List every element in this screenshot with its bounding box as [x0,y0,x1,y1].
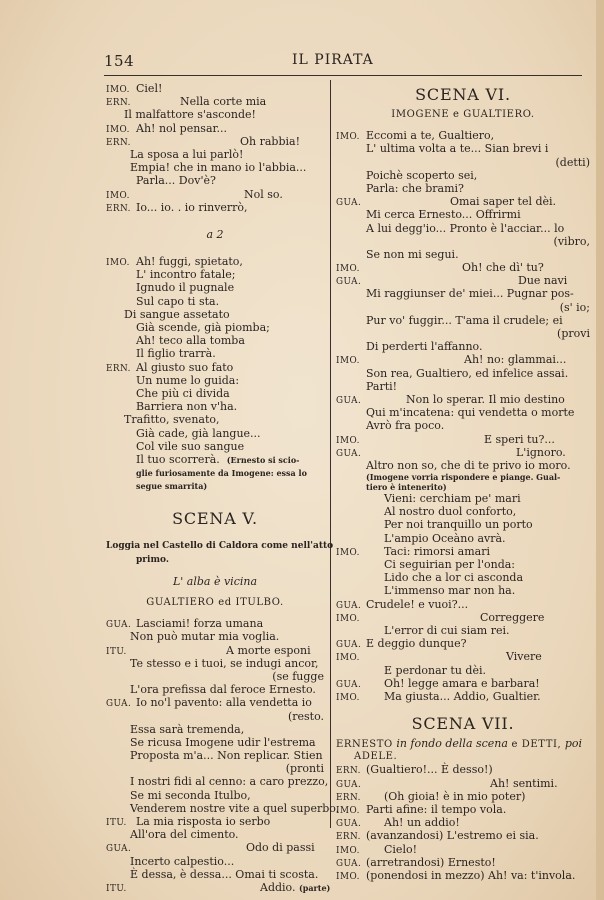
scene-setting: Loggia nel Castello di Caldora come nell'atto [106,541,334,552]
dialogue-line: (Gualtiero!... È desso!) [366,763,493,777]
dialogue-line: Nol so. [244,187,283,201]
scene-title-vii: SCENA VII. [411,714,515,734]
dialogue-line: Ciel! [136,82,163,95]
dialogue-line: Il malfattore s'asconde! [124,108,256,122]
stage-direction: in fondo della scena [396,737,508,751]
dialogue-line: Parla: che brami? [366,181,464,195]
dialogue-line: Se ricusa Imogene udir l'estrema [130,735,316,749]
stage-direction: (Imogene vorria rispondere e piange. Gual- [366,472,561,483]
speaker-tag: ERN. [106,203,131,214]
speaker-tag: IMO. [336,845,360,856]
verse-line: Barriera non v'ha. [136,400,238,414]
column-divider [330,80,331,828]
speaker-tag: IMO. [336,806,360,816]
dialogue-line: Essa sarà tremenda, [130,722,245,736]
page-number: 154 [104,52,135,70]
dialogue-line: Incerto calpestio... [130,854,235,868]
dialogue-line: Se mi seconda Itulbo, [130,788,251,802]
speaker-tag: GUA. [336,448,362,459]
dialogue-line: Pur vo' fuggir... T'ama il crudele; ei [366,313,563,327]
dialogue-line: Nella corte mia [180,95,267,109]
dialogue-line: A morte esponi [226,643,311,657]
dialogue-line: (pronti [285,762,324,776]
page-spine-edge [596,0,604,900]
a-due-marker: a 2 [206,227,224,241]
dialogue-line: L'ora prefissa dal feroce Ernesto. [130,683,316,697]
dialogue-line: (se fugge [272,669,324,683]
scene-setting: primo. [136,554,169,565]
dialogue-line: (arretrandosi) Ernesto! [366,855,496,869]
verse-line: Ma giusta... Addio, Gualtier. [384,689,541,703]
dialogue-line: Io no'l pavento: alla vendetta io [136,696,312,710]
verse-line: Che più ci divida [136,386,230,400]
speaker-tag: GUA. [106,620,132,631]
dialogue-line: (vibro, [553,234,590,248]
dialogue-line: Parti afine: il tempo vola. [366,803,507,816]
dialogue-line: E speri tu?... [484,432,555,446]
verse-line: Per noi tranquillo un porto [384,518,533,532]
verse-line: Vivere [506,650,542,664]
speaker-tag: IMO. [106,124,130,135]
speaker-tag: ERN. [336,792,361,803]
dialogue-line: Mi raggiunser de' miei... Pugnar pos- [366,287,574,301]
right-column [336,82,590,882]
verse-line: Taci: rimorsi amari [384,544,490,558]
verse-line: Ah! fuggi, spietato, [136,255,243,269]
speaker-tag: ERN. [106,98,131,109]
verse-line: Lido che a lor ci asconda [384,571,524,585]
header-rule [104,75,582,76]
dialogue-line: Altro non so, che di te privo io moro. [366,458,571,472]
dialogue-line: Son rea, Gualtiero, ed infelice assai. [366,366,569,380]
speaker-tag: GUA. [336,600,362,611]
dialogue-line: Qui m'incatena: qui vendetta o morte [366,406,575,420]
dialogue-line: (resto. [287,709,324,723]
running-title: IL PIRATA [292,52,374,68]
dialogue-line: (Oh gioia! è in mio poter) [384,789,526,803]
speaker-tag: IMO. [336,653,360,664]
speaker-tag: GUA. [106,844,132,855]
dialogue-line: Se non mi segui. [366,247,459,261]
scene-characters: GUALTIERO ed ITULBO. [146,597,284,608]
speaker-tag: IMO. [336,692,360,703]
dialogue-line: (s' io; [559,300,590,314]
dialogue-line: Lasciami! forza umana [136,617,264,631]
dialogue-line: Odo di passi [246,841,315,855]
scene-title-v: SCENA V. [172,509,258,529]
speaker-tag: ERN. [106,137,131,148]
dialogue-line: Io... io. . io rinverrò, [136,200,248,214]
dialogue-line: L'ignoro. [516,445,566,459]
left-column [106,82,340,894]
verse-line: L' incontro fatale; [136,268,236,282]
speaker-tag: GUA. [336,277,362,288]
dialogue-line: Te stesso e i tuoi, se indugi ancor, [130,656,319,670]
character-name: ADELE. [354,751,398,763]
stage-direction: segue smarrita) [136,481,208,492]
scene-time: L' alba è vicina [172,574,258,588]
dialogue-line: Ah! un addio! [384,816,460,830]
dialogue-line: (ponendosi in mezzo) Ah! va: t'invola. [366,868,576,882]
verse-line: L'immenso mar non ha. [384,584,516,598]
speaker-tag: IMO. [336,435,360,446]
verse-line: Al nostro duol conforto, [384,505,517,519]
speaker-tag: IMO. [336,871,360,882]
stage-direction: (Ernesto si scio- [226,454,300,465]
dialogue-line: Due navi [518,274,568,288]
dialogue-line: È dessa, è dessa... Omai ti scosta. [130,867,319,881]
verse-line: Ignudo il pugnale [136,281,235,295]
dialogue-line: All'ora del cimento. [130,828,239,842]
scene-characters: IMOGENE e GUALTIERO. [391,109,535,120]
speaker-tag: IMO. [106,85,130,95]
verse-line: L'error di cui siam rei. [384,623,510,637]
dialogue-line: A lui degg'io... Pronto è l'acciar... lo [366,221,565,235]
verse-line: Vieni: cerchiam pe' mari [384,492,521,506]
dialogue-line: (avanzandosi) L'estremo ei sia. [366,829,539,843]
speaker-tag: ERN. [336,832,361,843]
speaker-tag: IMO. [106,190,130,201]
dialogue-line: Oh rabbia! [240,134,300,148]
verse-line: Trafitto, svenato, [124,413,220,427]
verse-line: Già cade, già langue... [136,426,261,440]
speaker-tag: GUA. [336,679,362,690]
dialogue-line: Ah! no: glammai... [464,353,567,367]
verse-line: Oh! legge amara e barbara! [384,676,540,690]
speaker-tag: GUA. [336,198,362,209]
dialogue-line: Venderem nostre vite a quel superbo. [130,801,340,815]
verse-line: Sul capo ti sta. [136,294,220,308]
dialogue-line: Non può mutar mia voglia. [130,630,280,644]
scene-intro [336,737,590,750]
speaker-tag: GUA. [336,779,362,790]
verse-line: Ci seguirian per l'onda: [384,558,516,571]
speaker-tag: ITU. [106,818,127,828]
speaker-tag: GUA. [336,819,362,830]
verse-line: Col vile suo sangue [136,439,245,453]
verse-line: Il tuo scorrerà. [136,452,220,466]
speaker-tag: ERN. [106,363,131,374]
dialogue-line: Omai saper tel dèi. [450,195,557,209]
speaker-tag: ERN. [336,766,361,777]
dialogue-line: Ah! nol pensar... [136,121,228,135]
speaker-tag: ITU. [106,883,127,894]
dialogue-line: Proposta m'a... Non replicar. Stien [130,749,323,763]
dialogue-line: Cielo! [384,842,418,856]
stage-direction: (parte) [298,882,331,893]
dialogue-line: Oh! che dì' tu? [462,261,544,275]
verse-line: Al giusto suo fato [136,360,234,374]
dialogue-line: Ah! sentimi. [490,776,558,790]
speaker-tag: GUA. [336,858,362,869]
verse-line: Di sangue assetato [124,307,230,321]
dialogue-line: Parla... Dov'è? [136,174,216,188]
character-name: e DETTI, [511,739,562,751]
dialogue-line: Poichè scoperto sei, [366,168,478,182]
stage-direction: tiero è intenerito) [366,482,447,493]
speaker-tag: IMO. [106,258,130,269]
running-header [104,52,584,74]
verse-line: Correggere [480,610,545,624]
dialogue-line: La mia risposta io serbo [136,815,271,828]
speaker-tag: GUA. [106,699,132,710]
dialogue-line: L' ultima volta a te... Sian brevi i [366,142,549,156]
speaker-tag: GUA. [336,640,362,651]
dialogue-line: Eccomi a te, Gualtiero, [366,129,495,143]
speaker-tag: GUA. [336,395,362,406]
dialogue-line: Mi cerca Ernesto... Offrirmi [366,208,521,222]
dialogue-line: Parti! [366,379,398,393]
dialogue-line: Non lo sperar. Il mio destino [406,392,565,406]
verse-line: Il figlio trarrà. [136,347,216,361]
stage-direction: poi [564,737,583,751]
speaker-tag: ITU. [106,646,127,657]
speaker-tag: IMO. [336,132,360,143]
dialogue-line: Avrò fra poco. [366,419,445,433]
verse-line: E perdonar tu dèi. [384,663,486,677]
verse-line: Crudele! e vuoi?... [366,597,469,611]
dialogue-line: Addio. [260,880,296,894]
stage-direction: glie furiosamente da Imogene: essa lo [136,468,307,479]
verse-line: E deggio dunque? [366,637,467,651]
dialogue-line: (provi [557,327,590,340]
scene-title-vi: SCENA VI. [415,85,511,104]
dialogue-line: (detti) [555,155,590,169]
verse-line: Già scende, già piomba; [136,321,270,334]
verse-line: Ah! teco alla tomba [136,334,245,348]
dialogue-line: Di perderti l'affanno. [366,340,483,354]
character-name: ERNESTO [336,739,393,751]
speaker-tag: IMO. [336,613,360,624]
verse-line: L'ampio Oceàno avrà. [384,531,506,545]
dialogue-line: La sposa a lui parlò! [130,147,244,161]
dialogue-line: Empia! che in mano io l'abbia... [130,161,307,175]
speaker-tag: IMO. [336,547,360,558]
verse-line: Un nume lo guida: [136,373,240,387]
speaker-tag: IMO. [336,264,360,275]
speaker-tag: IMO. [336,356,360,367]
dialogue-line: I nostri fidi al cenno: a caro prezzo, [130,775,329,789]
